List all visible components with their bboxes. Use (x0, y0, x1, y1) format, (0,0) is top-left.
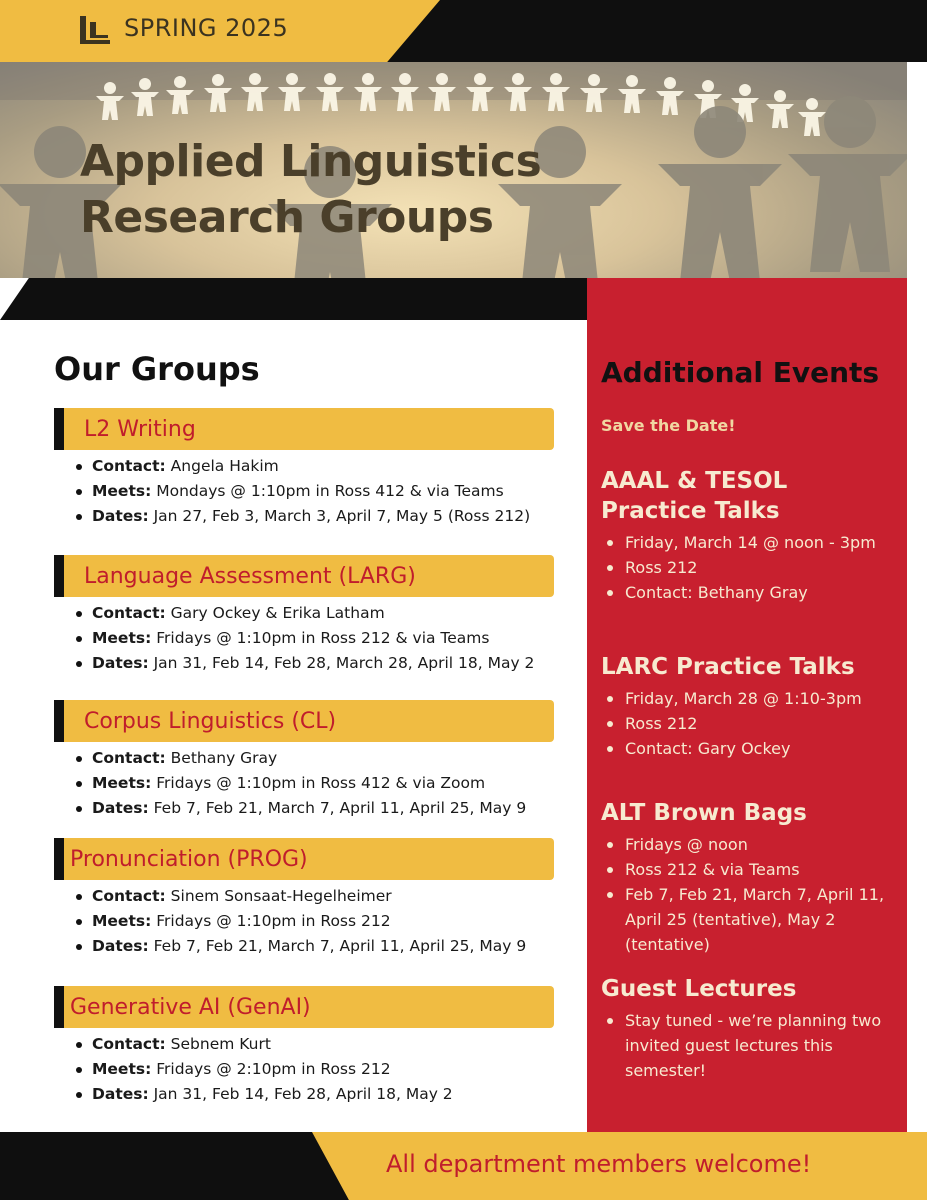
event-title: AAAL & TESOL Practice Talks (601, 468, 788, 524)
event-title: Guest Lectures (601, 976, 797, 1002)
event-alt-brown-bags (601, 798, 891, 957)
group-name: Pronunciation (PROG) (70, 847, 308, 872)
group-corpus-linguistics (54, 700, 554, 821)
list-item: Dates: Jan 27, Feb 3, March 3, April 7, May 5 (Ross 212) (54, 504, 554, 529)
event-title: LARC Practice Talks (601, 654, 855, 680)
group-l2-writing (54, 408, 554, 529)
group-pronunciation (54, 838, 554, 959)
list-item: Meets: Fridays @ 2:10pm in Ross 212 (54, 1057, 554, 1082)
department-logo-icon (78, 14, 112, 46)
group-name: L2 Writing (84, 417, 196, 442)
hero-banner (0, 62, 907, 278)
group-name: Generative AI (GenAI) (70, 995, 311, 1020)
event-title: ALT Brown Bags (601, 800, 807, 826)
list-item: Contact: Sebnem Kurt (54, 1032, 554, 1057)
event-larc-practice-talks (601, 652, 891, 761)
list-item: Dates: Jan 31, Feb 14, Feb 28, April 18, May 2 (54, 1082, 554, 1107)
list-item: Contact: Angela Hakim (54, 454, 554, 479)
list-item: Contact: Sinem Sonsaat-Hegelheimer (54, 884, 554, 909)
list-item: Feb 7, Feb 21, March 7, April 11, April 25 (tentative), May 2 (tentative) (601, 882, 891, 957)
group-name: Language Assessment (LARG) (84, 564, 416, 589)
list-item: Friday, March 28 @ 1:10-3pm (601, 686, 891, 711)
footer-welcome-text: All department members welcome! (386, 1150, 812, 1178)
our-groups-heading: Our Groups (54, 350, 260, 388)
list-item: Meets: Fridays @ 1:10pm in Ross 212 & via Teams (54, 626, 554, 651)
list-item: Fridays @ noon (601, 832, 891, 857)
list-item: Meets: Mondays @ 1:10pm in Ross 412 & via Teams (54, 479, 554, 504)
page-title: Applied Linguistics Research Groups (80, 136, 542, 243)
list-item: Contact: Gary Ockey & Erika Latham (54, 601, 554, 626)
group-name: Corpus Linguistics (CL) (84, 709, 337, 734)
save-the-date-label: Save the Date! (601, 416, 736, 435)
list-item: Stay tuned - we’re planning two invited guest lectures this semester! (601, 1008, 891, 1083)
list-item: Dates: Feb 7, Feb 21, March 7, April 11, April 25, May 9 (54, 934, 554, 959)
list-item: Ross 212 & via Teams (601, 857, 891, 882)
group-language-assessment (54, 555, 554, 676)
list-item: Meets: Fridays @ 1:10pm in Ross 212 (54, 909, 554, 934)
additional-events-heading: Additional Events (601, 356, 880, 389)
list-item: Contact: Gary Ockey (601, 736, 891, 761)
list-item: Ross 212 (601, 555, 891, 580)
list-item: Contact: Bethany Gray (601, 580, 891, 605)
group-generative-ai (54, 986, 554, 1107)
list-item: Contact: Bethany Gray (54, 746, 554, 771)
season-label: SPRING 2025 (124, 14, 289, 42)
list-item: Meets: Fridays @ 1:10pm in Ross 412 & via Zoom (54, 771, 554, 796)
list-item: Friday, March 14 @ noon - 3pm (601, 530, 891, 555)
list-item: Dates: Jan 31, Feb 14, Feb 28, March 28, April 18, May 2 (54, 651, 554, 676)
list-item: Ross 212 (601, 711, 891, 736)
list-item: Dates: Feb 7, Feb 21, March 7, April 11, April 25, May 9 (54, 796, 554, 821)
event-guest-lectures (601, 974, 891, 1083)
event-aaal-tesol (601, 466, 891, 605)
